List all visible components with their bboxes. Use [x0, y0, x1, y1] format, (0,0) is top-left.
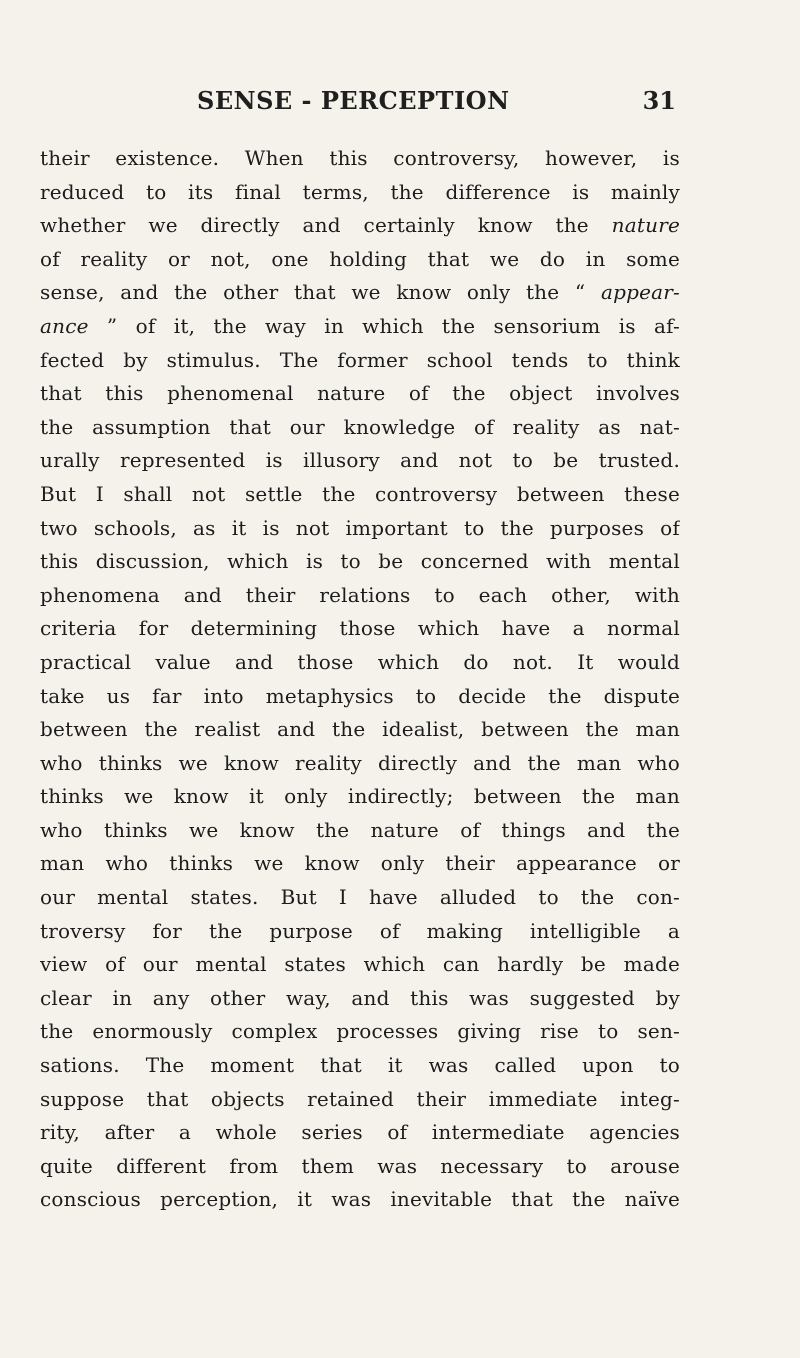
text-line: suppose that objects retained their immediate integ-: [40, 1086, 680, 1111]
text-line: take us far into metaphysics to decide the dispute: [40, 683, 680, 708]
text-line: conscious perception, it was inevitable that the naïve: [40, 1187, 680, 1212]
italic-term: appear-: [600, 280, 680, 305]
text-line: quite different from them was necessary to arouse: [40, 1153, 680, 1178]
text-line: the assumption that our knowledge of reality as nat-: [40, 414, 680, 439]
text-line: rity, after a whole series of intermediate agencies: [40, 1120, 680, 1145]
page-number: 31: [642, 86, 676, 115]
text-line: criteria for determining those which have a normal: [40, 616, 680, 641]
text-line: of reality or not, one holding that we do in some: [40, 246, 680, 271]
running-title: SENSE - PERCEPTION: [197, 86, 510, 115]
text-line: view of our mental states which can hardly be made: [40, 952, 680, 977]
text-line: who thinks we know reality directly and the man who: [40, 750, 680, 775]
text-line: ance ” of it, the way in which the sensorium is af-: [40, 313, 680, 338]
text-line: their existence. When this controversy, however, is: [40, 146, 680, 170]
text-line: reduced to its final terms, the difference is mainly: [40, 179, 680, 204]
text-line: who thinks we know the nature of things and the: [40, 817, 680, 842]
text-line: fected by stimulus. The former school tends to think: [40, 347, 680, 372]
body-text: [40, 142, 680, 1217]
text-line: practical value and those which do not. It would: [40, 649, 680, 674]
running-head: [40, 86, 676, 120]
italic-term: nature: [611, 213, 680, 238]
text-line: phenomena and their relations to each other, with: [40, 582, 680, 607]
text-line: two schools, as it is not important to the purposes of: [40, 515, 680, 540]
text-line: sations. The moment that it was called upon to: [40, 1053, 680, 1078]
italic-term: ance: [40, 313, 89, 338]
text-line: But I shall not settle the controversy between these: [40, 481, 680, 506]
text-line: urally represented is illusory and not to be trusted.: [40, 448, 680, 473]
text-line: whether we directly and certainly know the nature: [40, 213, 680, 238]
text-line: between the realist and the idealist, between the man: [40, 717, 680, 742]
text-line: this discussion, which is to be concerned with mental: [40, 549, 680, 574]
text-line: troversy for the purpose of making intelligible a: [40, 918, 680, 943]
text-line: thinks we know it only indirectly; between the man: [40, 784, 680, 809]
text-line: the enormously complex processes giving rise to sen-: [40, 1019, 680, 1044]
text-line: clear in any other way, and this was suggested by: [40, 985, 680, 1010]
text-line: sense, and the other that we know only the “ appear-: [40, 280, 680, 305]
text-line: man who thinks we know only their appearance or: [40, 851, 680, 876]
text-line: our mental states. But I have alluded to the con-: [40, 885, 680, 910]
text-line: that this phenomenal nature of the object involves: [40, 381, 680, 406]
